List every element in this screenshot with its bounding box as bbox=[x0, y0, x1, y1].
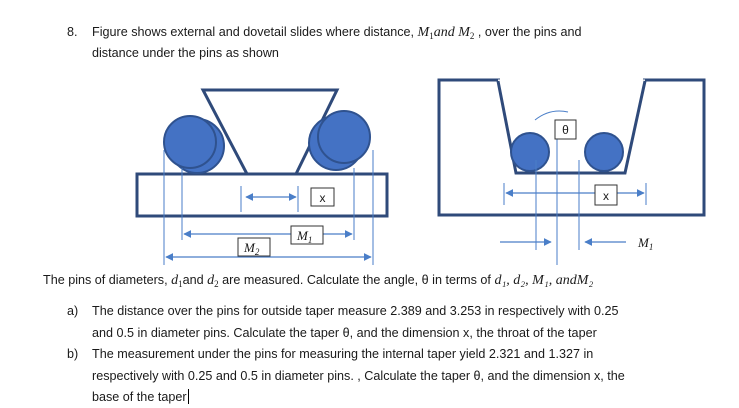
m2-symbol: $M_2$ bbox=[458, 25, 475, 41]
d2-symbol: $d_2$ bbox=[207, 273, 219, 289]
prompt-and: and bbox=[182, 273, 208, 287]
right-x-label: x bbox=[603, 189, 609, 203]
part-b-label: b) bbox=[67, 347, 79, 361]
prompt-variables: d₁, d₂, M₁, andM₂ bbox=[494, 273, 594, 288]
right-left-pin bbox=[511, 133, 549, 171]
part-a-line-2: and 0.5 in diameter pins. Calculate the taper θ, and the dimension x, the throat of the taper bbox=[92, 326, 597, 340]
left-dovetail-figure bbox=[137, 90, 387, 265]
right-right-pin bbox=[585, 133, 623, 171]
question-number: 8. bbox=[67, 25, 78, 39]
and-word: and bbox=[433, 25, 455, 40]
text-cursor bbox=[188, 389, 189, 404]
d1-symbol: $d_1$ bbox=[171, 273, 183, 289]
prompt-mid: are measured. Calculate the angle, θ in terms of bbox=[218, 273, 495, 287]
question-line-2: distance under the pins as shown bbox=[92, 46, 279, 60]
right-pin bbox=[318, 111, 370, 163]
part-b-line-1: The measurement under the pins for measuring the internal taper yield 2.321 and 1.327 in bbox=[92, 347, 594, 361]
part-a-line-1: The distance over the pins for outside taper measure 2.389 and 3.253 in respectively with 0.25 bbox=[92, 304, 619, 318]
left-m1-label: $M_1$ bbox=[297, 228, 313, 245]
part-a-label: a) bbox=[67, 304, 79, 318]
question-line-1-tail: , over the pins and bbox=[474, 25, 582, 39]
left-base-plate bbox=[137, 174, 387, 216]
right-dovetail-figure bbox=[439, 80, 704, 265]
right-theta-label: θ bbox=[562, 123, 569, 137]
m1-symbol: $M_1$ bbox=[417, 25, 434, 41]
left-m2-label: $M_2$ bbox=[244, 240, 260, 257]
question-line-1-text: Figure shows external and dovetail slides where distance, bbox=[92, 25, 418, 39]
right-m1-label: $M_1$ bbox=[638, 235, 654, 252]
part-b-line-3 bbox=[92, 389, 189, 405]
left-x-label: x bbox=[319, 191, 326, 205]
prompt-line bbox=[43, 272, 593, 289]
left-pin bbox=[164, 116, 216, 168]
part-b-line-3-text: base of the taper bbox=[92, 390, 187, 404]
prompt-text: The pins of diameters, bbox=[43, 273, 172, 287]
part-b-line-2: respectively with 0.25 and 0.5 in diameter pins. , Calculate the taper θ, and the dimension x, the bbox=[92, 369, 625, 383]
